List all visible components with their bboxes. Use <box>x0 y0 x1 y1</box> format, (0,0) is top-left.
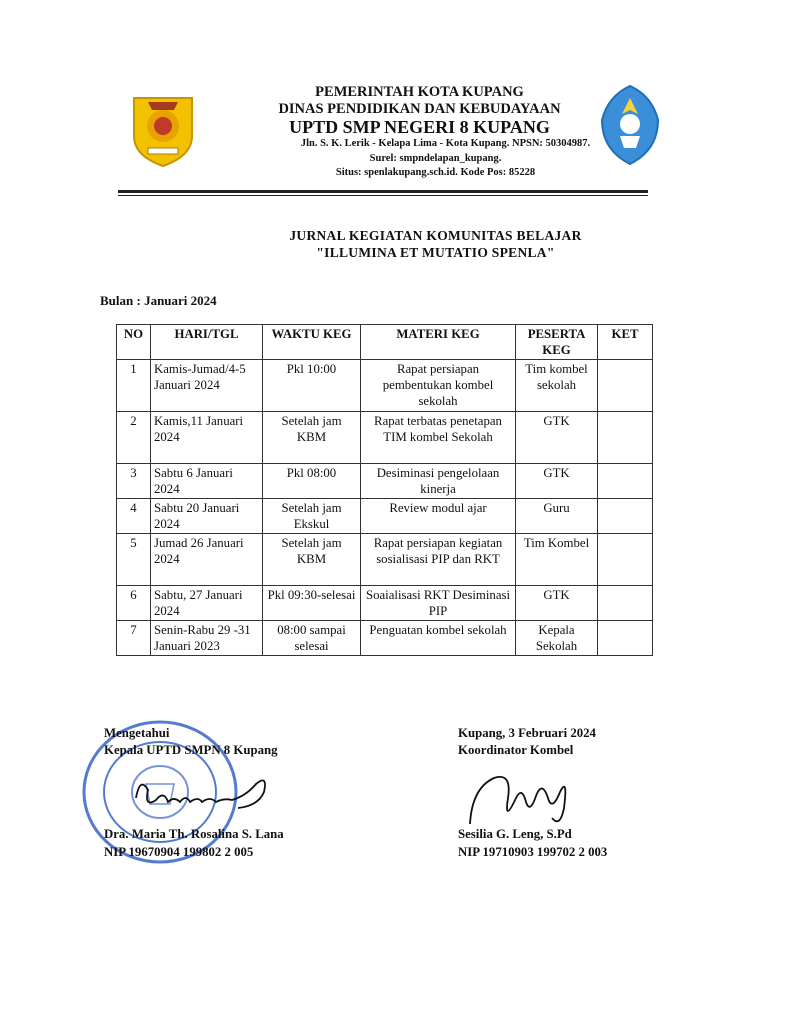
cell-no: 2 <box>117 412 151 464</box>
principal-name: Dra. Maria Th. Rosalina S. Lana <box>104 827 284 841</box>
cell-date: Senin-Rabu 29 -31 Januari 2023 <box>151 621 263 656</box>
table-row <box>117 412 653 464</box>
cell-date: Kamis-Jumad/4-5 Januari 2024 <box>151 360 263 412</box>
coordinator-name: Sesilia G. Leng, S.Pd <box>458 827 572 841</box>
cell-material: Rapat terbatas penetapan TIM kombel Sekolah <box>361 412 516 464</box>
col-no-header: NO <box>117 325 151 360</box>
table-header-row <box>117 325 653 360</box>
cell-time: Pkl 10:00 <box>263 360 361 412</box>
cell-material: Soaialisasi RKT Desiminasi PIP <box>361 586 516 621</box>
cell-date: Kamis,11 Januari 2024 <box>151 412 263 464</box>
cell-time: Setelah jam KBM <box>263 534 361 586</box>
header-department: DINAS PENDIDIKAN DAN KEBUDAYAAN <box>278 101 561 117</box>
table-row <box>117 499 653 534</box>
col-notes-header: KET <box>598 325 653 360</box>
header-address: Jln. S. K. Lerik - Kelapa Lima - Kota Kupang. NPSN: 50304987. <box>300 138 591 149</box>
cell-no: 4 <box>117 499 151 534</box>
header-government: PEMERINTAH KOTA KUPANG <box>315 84 524 100</box>
cell-time: Setelah jam Ekskul <box>263 499 361 534</box>
cell-notes <box>598 499 653 534</box>
col-participants-header: PESERTA KEG <box>516 325 598 360</box>
table-row <box>117 586 653 621</box>
cell-material: Rapat persiapan pembentukan kombel sekolah <box>361 360 516 412</box>
cell-date: Sabtu 20 Januari 2024 <box>151 499 263 534</box>
cell-no: 3 <box>117 464 151 499</box>
cell-participants: Tim kombel sekolah <box>516 360 598 412</box>
header-website: Situs: spenlakupang.sch.id. Kode Pos: 85228 <box>335 167 536 178</box>
header-divider-thick <box>118 190 648 193</box>
table-row <box>117 621 653 656</box>
cell-material: Rapat persiapan kegiatan sosialisasi PIP dan RKT <box>361 534 516 586</box>
cell-participants: Kepala Sekolah <box>516 621 598 656</box>
cell-no: 7 <box>117 621 151 656</box>
cell-participants: Tim Kombel <box>516 534 598 586</box>
col-time-header: WAKTU KEG <box>263 325 361 360</box>
activity-journal-table <box>116 324 653 656</box>
acknowledged-label: Mengetahui <box>104 726 170 740</box>
cell-no: 1 <box>117 360 151 412</box>
place-date: Kupang, 3 Februari 2024 <box>458 726 596 740</box>
month-label: Bulan : Januari 2024 <box>100 293 217 308</box>
header-school: UPTD SMP NEGERI 8 KUPANG <box>289 117 550 137</box>
header-email: Surel: smpndelapan_kupang. <box>369 153 502 164</box>
coordinator-role: Koordinator Kombel <box>458 743 574 757</box>
cell-material: Penguatan kombel sekolah <box>361 621 516 656</box>
cell-participants: GTK <box>516 464 598 499</box>
cell-date: Sabtu 6 Januari 2024 <box>151 464 263 499</box>
cell-participants: GTK <box>516 586 598 621</box>
cell-notes <box>598 412 653 464</box>
cell-notes <box>598 621 653 656</box>
cell-notes <box>598 360 653 412</box>
document-subtitle: "ILLUMINA ET MUTATIO SPENLA" <box>316 245 555 260</box>
cell-no: 6 <box>117 586 151 621</box>
col-date-header: HARI/TGL <box>151 325 263 360</box>
table-row <box>117 464 653 499</box>
cell-time: Pkl 08:00 <box>263 464 361 499</box>
cell-no: 5 <box>117 534 151 586</box>
table-row <box>117 534 653 586</box>
principal-nip: NIP 19670904 199802 2 005 <box>104 845 254 859</box>
cell-material: Review modul ajar <box>361 499 516 534</box>
principal-role: Kepala UPTD SMPN 8 Kupang <box>104 743 278 757</box>
cell-time: Pkl 09:30-selesai <box>263 586 361 621</box>
cell-date: Jumad 26 Januari 2024 <box>151 534 263 586</box>
cell-notes <box>598 464 653 499</box>
table-row <box>117 360 653 412</box>
cell-time: 08:00 sampai selesai <box>263 621 361 656</box>
document-title: JURNAL KEGIATAN KOMUNITAS BELAJAR <box>289 228 582 243</box>
cell-date: Sabtu, 27 Januari 2024 <box>151 586 263 621</box>
signature-left-scribble <box>128 770 278 820</box>
signature-right-scribble <box>464 768 584 834</box>
header-divider-thin <box>118 195 648 196</box>
cell-participants: GTK <box>516 412 598 464</box>
cell-notes <box>598 586 653 621</box>
cell-notes <box>598 534 653 586</box>
cell-time: Setelah jam KBM <box>263 412 361 464</box>
cell-participants: Guru <box>516 499 598 534</box>
cell-material: Desiminasi pengelolaan kinerja <box>361 464 516 499</box>
col-material-header: MATERI KEG <box>361 325 516 360</box>
coordinator-nip: NIP 19710903 199702 2 003 <box>458 845 608 859</box>
